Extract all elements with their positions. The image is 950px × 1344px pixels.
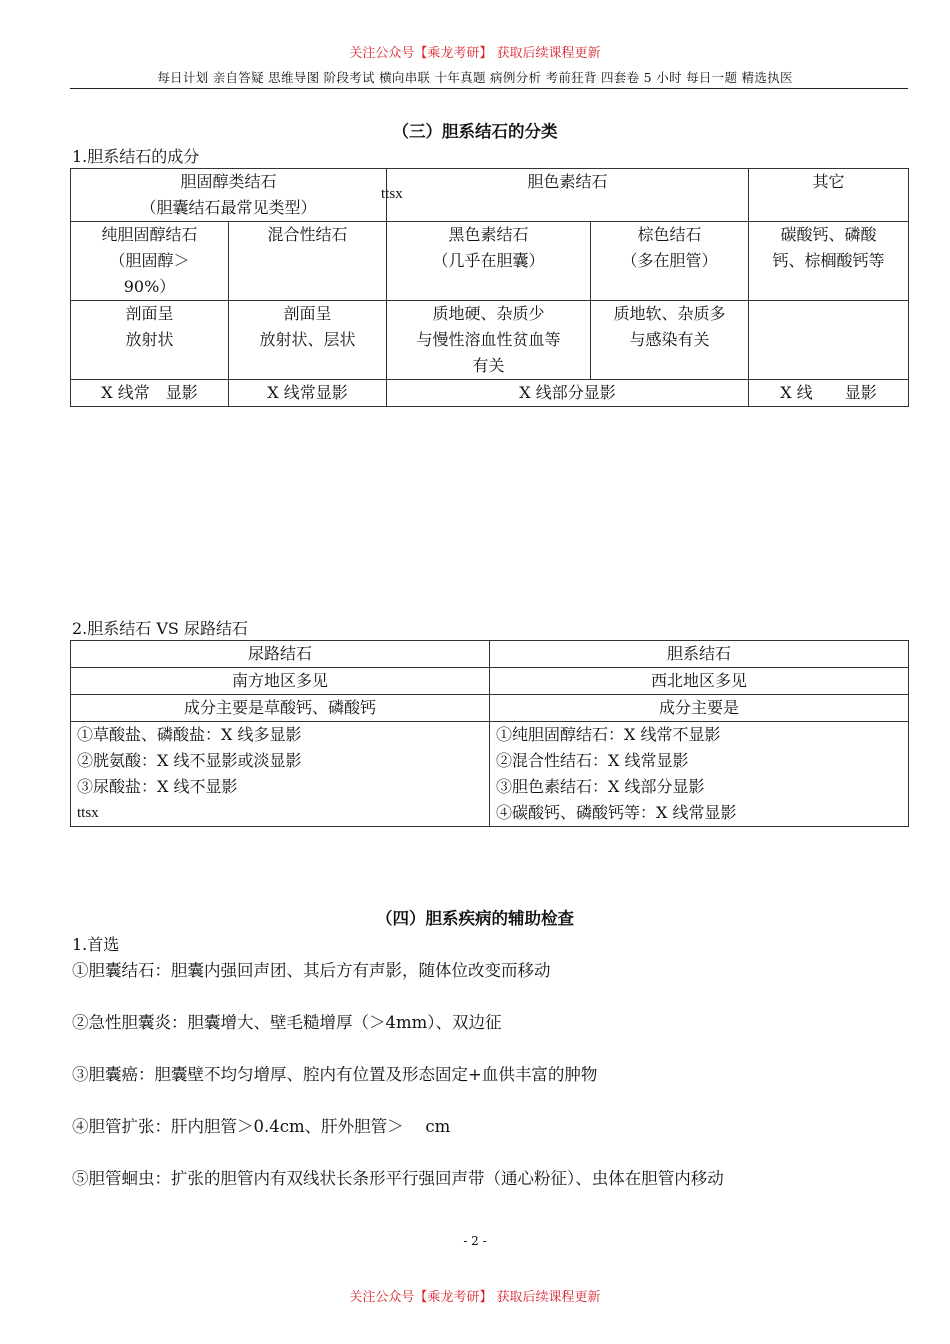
page-number: - 2 - bbox=[463, 1234, 487, 1248]
header-other: 其它 bbox=[749, 169, 909, 222]
exam-item-1: ①胆囊结石：胆囊内强回声团、其后方有声影，随体位改变而移动 bbox=[72, 961, 551, 980]
header-biliary: 胆系结石 bbox=[490, 641, 909, 668]
header-cholesterol: 胆固醇类结石 （胆囊结石最常见类型） bbox=[71, 169, 387, 222]
region-urinary: 南方地区多见 bbox=[71, 668, 490, 695]
cell-other-xray: X 线 显影 bbox=[749, 380, 909, 407]
cell-black: 黑色素结石 （几乎在胆囊） bbox=[387, 222, 591, 301]
list-biliary: ①纯胆固醇结石：X 线常不显影 ②混合性结石：X 线常显影 ③胆色素结石：X 线部分显影 ④碳酸钙、磷酸钙等：X 线常显影 bbox=[490, 722, 909, 827]
cell-other: 碳酸钙、磷酸 钙、棕榈酸钙等 bbox=[749, 222, 909, 301]
exam-item-5: ⑤胆管蛔虫：扩张的胆管内有双线状长条形平行强回声带（通心粉征）、虫体在胆管内移动 bbox=[72, 1169, 724, 1188]
cell-mixed-section: 剖面呈 放射状、层状 bbox=[229, 301, 387, 380]
cell-mixed: 混合性结石 bbox=[229, 222, 387, 301]
biliary-vs-urinary-table bbox=[70, 640, 909, 827]
cell-pure-cholesterol: 纯胆固醇结石 （胆固醇＞ 90%） bbox=[71, 222, 229, 301]
composition-urinary: 成分主要是草酸钙、磷酸钙 bbox=[71, 695, 490, 722]
section3-sub2: 2.胆系结石 VS 尿路结石 bbox=[72, 619, 248, 638]
cell-brown: 棕色结石 （多在胆管） bbox=[591, 222, 749, 301]
exam-item-3: ③胆囊癌：胆囊壁不均匀增厚、腔内有位置及形态固定+血供丰富的肿物 bbox=[72, 1065, 598, 1084]
section3-title: （三）胆系结石的分类 bbox=[392, 122, 558, 141]
header-promo: 关注公众号【乘龙考研】 获取后续课程更新 bbox=[349, 46, 601, 61]
header-divider bbox=[70, 88, 908, 89]
list-urinary: ①草酸盐、磷酸盐：X 线多显影 ②胱氨酸：X 线不显影或淡显影 ③尿酸盐：X 线不显影 ttsx bbox=[71, 722, 490, 827]
section3-sub1: 1.胆系结石的成分 bbox=[72, 147, 200, 166]
cell-pure-section: 剖面呈 放射状 bbox=[71, 301, 229, 380]
footer-promo: 关注公众号【乘龙考研】 获取后续课程更新 bbox=[349, 1290, 601, 1305]
exam-item-4: ④胆管扩张：肝内胆管＞0.4cm、肝外胆管＞ cm bbox=[72, 1117, 451, 1136]
cell-mixed-xray: X 线常显影 bbox=[229, 380, 387, 407]
region-biliary: 西北地区多见 bbox=[490, 668, 909, 695]
header-nav: 每日计划 亲自答疑 思维导图 阶段考试 横向串联 十年真题 病例分析 考前狂背 四套卷 5 小时 每日一题 精选执医 bbox=[157, 70, 793, 85]
cell-brown-texture: 质地软、杂质多 与感染有关 bbox=[591, 301, 749, 380]
stone-composition-table bbox=[70, 168, 909, 407]
section4-sub1: 1.首选 bbox=[72, 935, 120, 954]
stray-ttsx: ttsx bbox=[381, 186, 403, 202]
cell-pure-xray: X 线常 显影 bbox=[71, 380, 229, 407]
cell-pigment-xray: X 线部分显影 bbox=[387, 380, 749, 407]
exam-item-2: ②急性胆囊炎：胆囊增大、壁毛糙增厚（＞4mm）、双边征 bbox=[72, 1013, 502, 1032]
cell-other-empty bbox=[749, 301, 909, 380]
header-pigment: ttsx 胆色素结石 bbox=[387, 169, 749, 222]
section4-title: （四）胆系疾病的辅助检查 bbox=[376, 909, 574, 928]
header-urinary: 尿路结石 bbox=[71, 641, 490, 668]
cell-black-texture: 质地硬、杂质少 与慢性溶血性贫血等 有关 bbox=[387, 301, 591, 380]
composition-biliary: 成分主要是 bbox=[490, 695, 909, 722]
